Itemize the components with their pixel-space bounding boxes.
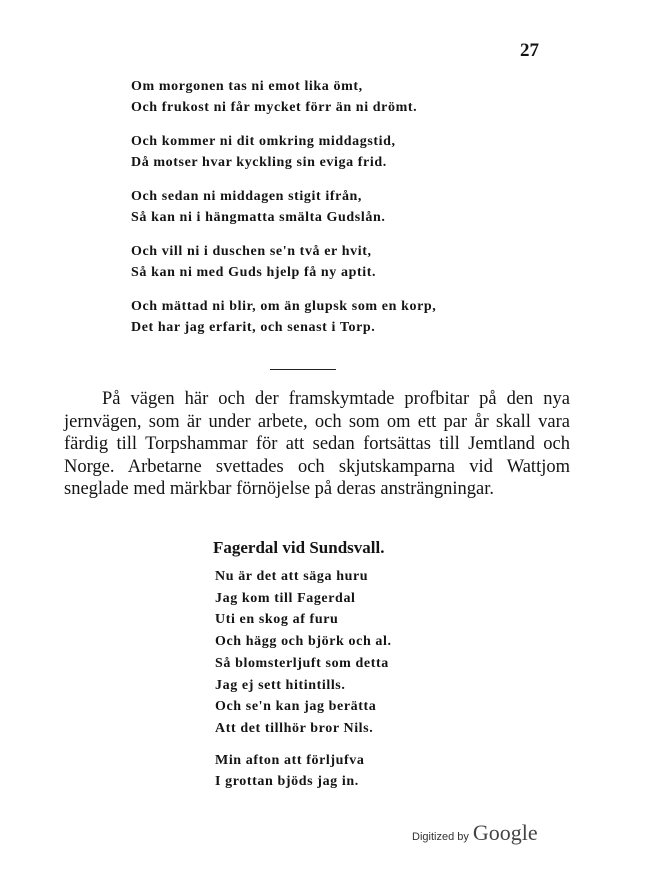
poem-stanza	[131, 296, 436, 338]
poem-stanza	[215, 566, 392, 740]
poem-line: Och frukost ni får mycket förr än ni drömt.	[131, 100, 418, 115]
poem-line: Och vill ni i duschen se'n två er hvit,	[131, 244, 372, 259]
poem-stanza	[131, 241, 436, 283]
poem-line: Så kan ni i hängmatta smälta Gudslån.	[131, 210, 386, 225]
poem-line: Jag kom till Fagerdal	[215, 590, 356, 606]
poem-stanza	[131, 186, 436, 228]
poem-bottom	[215, 566, 392, 803]
poem-line: Jag ej sett hitintills.	[215, 677, 346, 693]
poem-line: Och hägg och björk och al.	[215, 634, 392, 650]
poem-stanza	[131, 131, 436, 173]
poem-line: Och mättad ni blir, om än glupsk som en korp,	[131, 299, 437, 314]
poem-line: Det har jag erfarit, och senast i Torp.	[131, 320, 376, 335]
poem-line: Så kan ni med Guds hjelp få ny aptit.	[131, 265, 377, 280]
poem-line: I grottan bjöds jag in.	[215, 774, 359, 790]
digitized-by-label: Digitized by	[412, 831, 469, 843]
poem-line: Och kommer ni dit omkring middagstid,	[131, 134, 396, 149]
poem-line: Då motser hvar kyckling sin eviga frid.	[131, 155, 387, 170]
poem-line: Och se'n kan jag berätta	[215, 699, 377, 715]
poem-stanza	[215, 750, 392, 793]
poem-stanza	[131, 76, 436, 118]
poem-title: Fagerdal vid Sundsvall.	[213, 538, 385, 557]
prose-paragraph: På vägen här och der framskymtade profbitar på den nya jernvägen, som är under arbete, och som om ett par år skall vara färdig till Torpshammar för att sedan fortsättas till Jemtland och Norge. Arbetarne svettades och skjutskamparna vid Wattjom sneglade med märkbar förnöjelse på deras ansträngningar.	[64, 389, 570, 500]
poem-line: Min afton att förljufva	[215, 752, 365, 768]
poem-line: Så blomsterljuft som detta	[215, 655, 389, 671]
poem-line: Uti en skog af furu	[215, 612, 339, 628]
poem-line: Och sedan ni middagen stigit ifrån,	[131, 189, 363, 204]
poem-top	[131, 76, 436, 351]
digitization-watermark	[412, 820, 538, 846]
google-wordmark: Google	[472, 820, 538, 845]
section-divider	[270, 369, 336, 370]
poem-line: Nu är det att säga huru	[215, 569, 369, 584]
poem-line: Om morgonen tas ni emot lika ömt,	[131, 79, 363, 94]
page-number: 27	[520, 40, 539, 61]
poem-line: Att det tillhör bror Nils.	[215, 720, 374, 736]
